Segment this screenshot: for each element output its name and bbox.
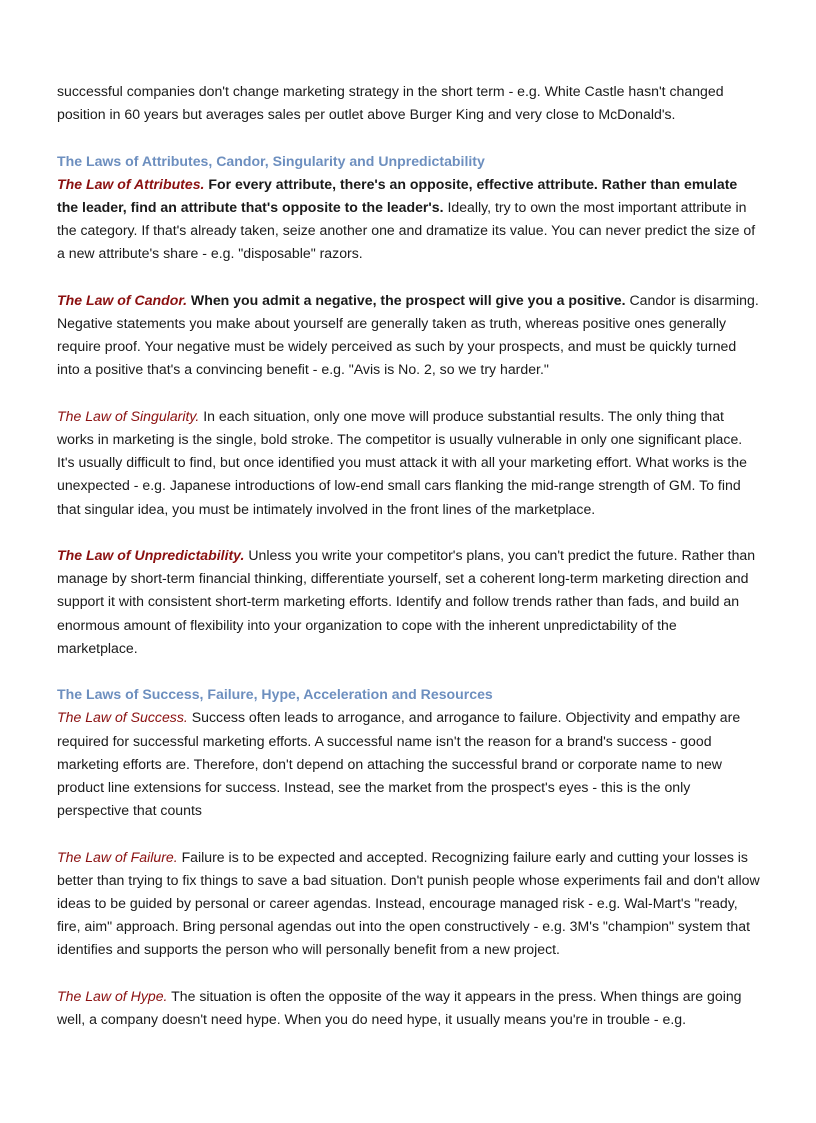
law-of-hype-paragraph: [57, 985, 760, 1031]
law-of-success-body: Success often leads to arrogance, and arrogance to failure. Objectivity and empathy are required for successful marketing efforts. A successful name isn't the reason for a brand's success - good marketing efforts are. Therefore, don't depend on attaching the successful brand or corporate name to new product line extensions for success. Instead, see the market from the prospect's eyes - this is the only perspective that counts: [57, 709, 741, 819]
law-of-unpredictability-paragraph: [57, 544, 760, 660]
section-heading-attributes-candor: The Laws of Attributes, Candor, Singularity and Unpredictability: [57, 152, 485, 169]
law-of-singularity-body: In each situation, only one move will produce substantial results. The only thing that works in marketing is the single, bold stroke. The competitor is usually vulnerable in only one significant place. It's usually difficult to find, but once identified you must attack it with all your marketing effort. What works is the unexpected - e.g. Japanese introductions of low-end small cars flanking the mid-range strength of GM. To find that singular idea, you must be intimately involved in the front lines of the marketplace.: [57, 407, 747, 517]
law-of-candor-title: The Law of Candor.: [57, 291, 187, 308]
law-of-candor-paragraph: [57, 289, 760, 382]
law-of-singularity-paragraph: [57, 405, 760, 521]
law-of-attributes-title: The Law of Attributes.: [57, 175, 205, 192]
law-of-failure-paragraph: [57, 846, 760, 962]
law-of-success-title: The Law of Success.: [57, 709, 188, 726]
law-of-hype-title: The Law of Hype.: [57, 987, 168, 1004]
law-of-attributes-body: Ideally, try to own the most important attribute in the category. If that's already taken, seize another one and dramatize its value. You can never predict the size of a new attribute's share - e.g. "disposable" razors.: [57, 199, 756, 262]
law-of-success-paragraph: [57, 706, 760, 822]
law-of-singularity-title: The Law of Singularity.: [57, 407, 200, 424]
law-of-candor-key-statement: When you admit a negative, the prospect will give you a positive.: [190, 291, 626, 308]
law-of-failure-body: Failure is to be expected and accepted. Recognizing failure early and cutting your losses is better than trying to fix things to save a bad situation. Don't punish people whose experiments fail and don't allow ideas to be guided by personal or career agendas. Instead, encourage managed risk - e.g. Wal-Mart's "ready, fire, aim" approach. Bring personal agendas out into the open constructively - e.g. 3M's "champion" system that identifies and supports the person who will personally benefit from a new project.: [57, 848, 760, 958]
law-of-failure-title: The Law of Failure.: [57, 848, 178, 865]
law-of-candor-body: Candor is disarming. Negative statements you make about yourself are generally taken as truth, whereas positive ones generally require proof. Your negative must be widely perceived as such by your prospects, and must be quickly turned into a positive that's a convincing benefit - e.g. "Avis is No. 2, so we try harder.": [57, 291, 759, 378]
law-of-unpredictability-title: The Law of Unpredictability.: [57, 547, 245, 563]
section-heading-success-failure: The Laws of Success, Failure, Hype, Acceleration and Resources: [57, 686, 493, 703]
law-of-attributes-key-statement: For every attribute, there's an opposite, effective attribute. Rather than emulate the leader, find an attribute that's opposite to the leader's.: [57, 175, 738, 215]
law-of-unpredictability-body: Unless you write your competitor's plans, you can't predict the future. Rather than manage by short-term financial thinking, differentiate yourself, set a coherent long-term marketing direction and support it with consistent short-term marketing efforts. Identify and follow trends rather than fads, and build an enormous amount of flexibility into your organization to cope with the inherent unpredictability of the marketplace.: [57, 547, 756, 656]
law-of-hype-body: The situation is often the opposite of the way it appears in the press. When things are going well, a company doesn't need hype. When you do need hype, it usually means you're in trouble - e.g.: [57, 987, 742, 1028]
intro-paragraph: successful companies don't change marketing strategy in the short term - e.g. White Castle hasn't changed position in 60 years but averages sales per outlet above Burger King and very close to McDonald's.: [57, 83, 724, 123]
law-of-attributes-paragraph: [57, 173, 760, 266]
